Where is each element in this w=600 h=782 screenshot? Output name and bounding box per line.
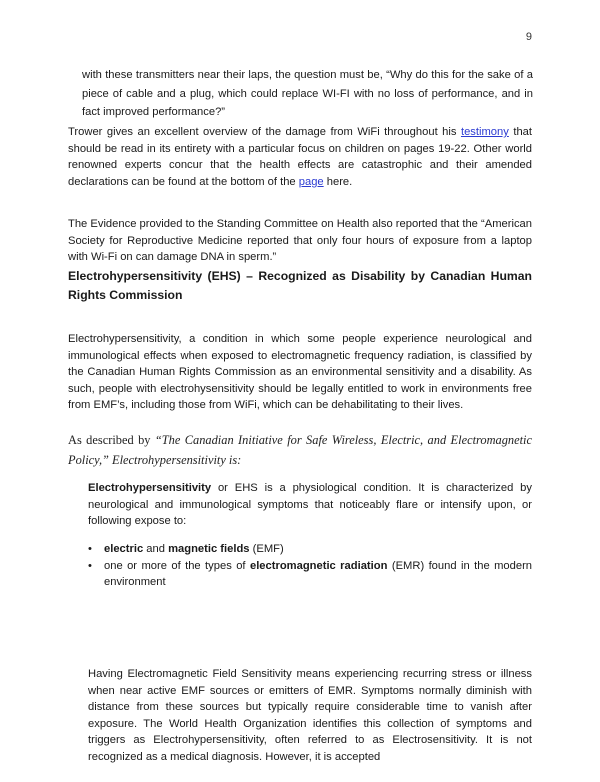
list-item <box>88 558 532 591</box>
bold-term: Electrohypersensitivity <box>88 482 212 494</box>
quote-text: or EHS is a physiological condition. It is characterized by neurological and immunological symptoms that noticeably flare or intensify upon, or following expose to: <box>88 482 532 528</box>
bold-term: magnetic fields <box>168 543 250 555</box>
testimony-link[interactable]: testimony <box>460 126 509 138</box>
paragraph-ehs-definition: Electrohypersensitivity, a condition in which some people experience neurological and immunological effects when exposed to electromagnetic frequency radiation, is classified by the Canadian Human Rights Commission as an environmental sensitivity and a disability. As such, people with electrohysensitivity should be legally entitled to work in environments free from EMF’s, including those from WiFi, which can be dehabilitating to their lives. <box>68 333 532 412</box>
paragraph-text: here. <box>323 175 353 188</box>
block-quote-trower: with these transmitters near their laps, the question must be, “Why do this for the sake of a piece of cable and a plug, which could replace WI-FI with no loss of performance, and in fact improved performance?” <box>82 69 533 119</box>
bullet-list <box>88 541 532 591</box>
paragraph-described-by <box>68 431 532 470</box>
block-quote-closing: Having Electromagnetic Field Sensitivity means experiencing recurring stress or illness when near active EMF sources or emitters of EMR. Symptoms normally diminish with distance from these sources but typically require considerable time to vanish after exposure. The World Health Organization identifies this collection of symptoms and triggers as Electrohypersensitivity, often referred to as Electrosensitivity. It is not recognized as a medical diagnosis. However, it is accepted <box>88 668 532 763</box>
page-link[interactable]: page <box>298 175 324 188</box>
list-item <box>88 541 532 558</box>
bold-term: electromagnetic radiation <box>249 559 388 572</box>
bold-term: electric <box>104 543 144 555</box>
bullet-icon: • <box>88 559 92 572</box>
paragraph-text: that should be read in its entirety with a particular focus on children on pages 19-22. Other world renowned experts concur that the health effects are catastrophic and their amended declarations can be found at the bottom of the <box>68 126 532 188</box>
bullet-icon: • <box>88 543 92 555</box>
paragraph-text: As described by <box>68 433 155 447</box>
list-text: and <box>143 543 169 555</box>
paragraph-text: Trower gives an excellent overview of the damage from WiFi throughout his <box>68 126 461 138</box>
page-number: 9 <box>525 31 532 43</box>
paragraph-trower-testimony <box>68 124 532 190</box>
list-text: (EMR) found in the modern environment <box>104 559 533 589</box>
list-text: one or more of the types of <box>104 559 250 572</box>
italic-citation: “The Canadian Initiative for Safe Wireless, Electric, and Electromagnetic Policy,” Electrohypersensitivity is: <box>68 433 532 467</box>
paragraph-standing-committee: The Evidence provided to the Standing Committee on Health also reported that the “American Society for Reproductive Medicine reported that only four hours of exposure from a laptop with Wi-Fi on can damage DNA in sperm.” <box>68 218 532 264</box>
block-quote-ehs <box>88 480 532 530</box>
section-heading: Electrohypersensitivity (EHS) – Recognized as Disability by Canadian Human Rights Commission <box>68 269 532 302</box>
list-text: (EMF) <box>249 543 284 555</box>
